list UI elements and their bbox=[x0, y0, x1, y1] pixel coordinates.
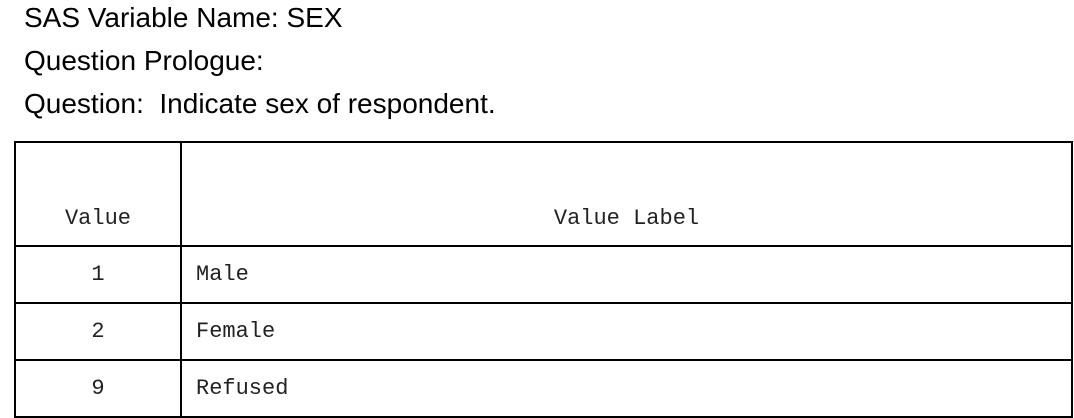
value-label-table bbox=[14, 141, 1073, 418]
table-header-row bbox=[15, 142, 1072, 246]
row-label: Male bbox=[181, 246, 1072, 303]
table-row bbox=[15, 303, 1072, 360]
row-value: 2 bbox=[15, 303, 181, 360]
column-header-value: Value bbox=[15, 142, 181, 246]
question-prologue: Question Prologue: bbox=[24, 45, 264, 76]
row-value: 9 bbox=[15, 360, 181, 417]
row-value: 1 bbox=[15, 246, 181, 303]
question-text: Question: Indicate sex of respondent. bbox=[24, 88, 496, 119]
row-label: Female bbox=[181, 303, 1072, 360]
table-row bbox=[15, 360, 1072, 417]
sas-variable-name: SAS Variable Name: SEX bbox=[24, 2, 343, 33]
column-header-value-label: Value Label bbox=[181, 142, 1072, 246]
table-row bbox=[15, 246, 1072, 303]
row-label: Refused bbox=[181, 360, 1072, 417]
